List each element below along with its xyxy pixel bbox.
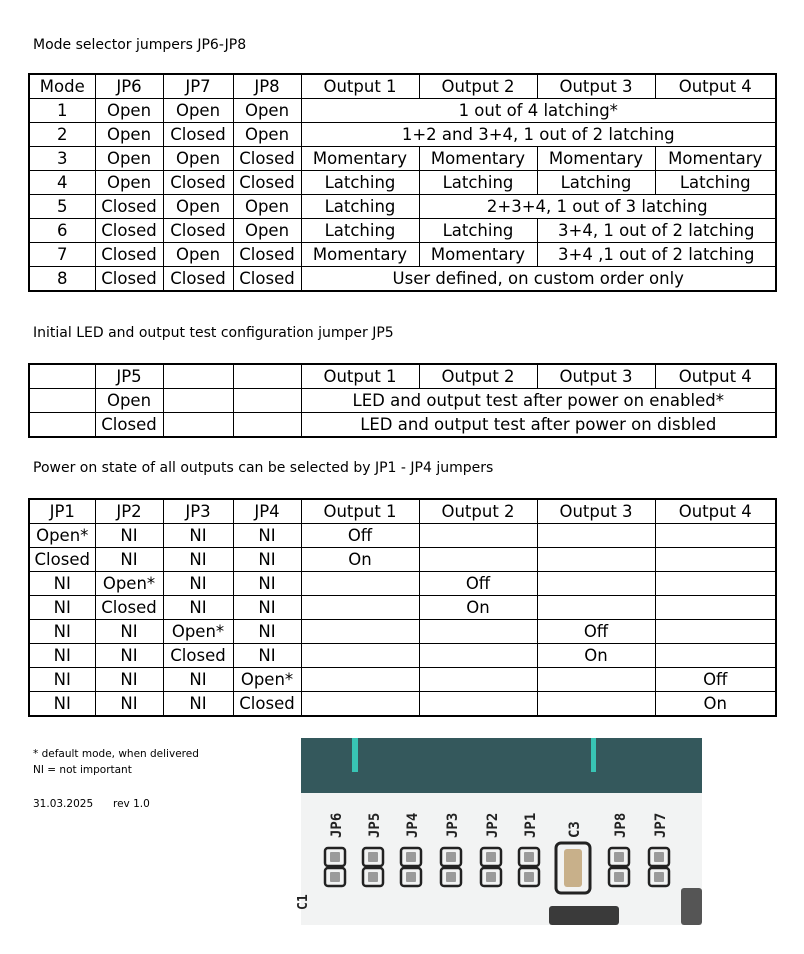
jp7-cell: Closed	[163, 171, 233, 195]
header-cell	[163, 364, 233, 389]
jumper-pad-metal	[446, 872, 456, 882]
jumper-label: JP8	[613, 812, 629, 838]
jp4-cell: Open*	[233, 668, 301, 692]
jp1-cell: NI	[29, 644, 95, 668]
jumper-pad-metal	[446, 852, 456, 862]
empty-cell	[163, 389, 233, 413]
jumper-pad-metal	[524, 852, 534, 862]
outputs-merged-cell: LED and output test after power on disbled	[301, 413, 776, 438]
jumper-pad-metal	[486, 852, 496, 862]
jp3-cell: NI	[163, 596, 233, 620]
jp1-cell: Open*	[29, 524, 95, 548]
output1-cell	[301, 620, 419, 644]
empty-cell	[163, 413, 233, 438]
jumper-pad-metal	[524, 872, 534, 882]
output2-cell: Momentary	[419, 243, 537, 267]
jumper-label: JP5	[367, 812, 383, 838]
header-cell: Output 4	[655, 74, 776, 99]
output3-cell	[537, 668, 655, 692]
empty-cell	[233, 413, 301, 438]
output1-cell: Latching	[301, 219, 419, 243]
power-section-heading: Power on state of all outputs can be selected by JP1 - JP4 jumpers	[33, 460, 494, 476]
output2-cell: On	[419, 596, 537, 620]
mode-cell: 5	[29, 195, 95, 219]
output4-cell	[655, 644, 776, 668]
jp2-cell: Open*	[95, 572, 163, 596]
header-cell: Output 3	[537, 74, 655, 99]
table-row	[29, 147, 776, 171]
jp6-cell: Closed	[95, 243, 163, 267]
output2-cell: Latching	[419, 219, 537, 243]
jp6-cell: Closed	[95, 219, 163, 243]
mode-cell: 1	[29, 99, 95, 123]
jp2-cell: NI	[95, 524, 163, 548]
header-cell: JP6	[95, 74, 163, 99]
header-cell: Output 2	[419, 499, 537, 524]
revision-label: rev 1.0	[113, 798, 150, 810]
jp1-cell: NI	[29, 596, 95, 620]
table-row	[29, 692, 776, 717]
led-section-heading: Initial LED and output test configuration jumper JP5	[33, 325, 394, 341]
jp3-cell: NI	[163, 692, 233, 717]
jp4-cell: NI	[233, 548, 301, 572]
output2-cell	[419, 644, 537, 668]
jumper-label: JP2	[485, 812, 501, 838]
jp6-cell: Open	[95, 99, 163, 123]
jp8-cell: Open	[233, 123, 301, 147]
header-cell: Output 1	[301, 74, 419, 99]
jumper-label: JP7	[653, 812, 669, 838]
jp4-cell: Closed	[233, 692, 301, 717]
jp3-cell: NI	[163, 548, 233, 572]
mode-cell: 6	[29, 219, 95, 243]
jp6-cell: Open	[95, 171, 163, 195]
jp3-cell: NI	[163, 572, 233, 596]
jp4-cell: NI	[233, 644, 301, 668]
header-cell: JP8	[233, 74, 301, 99]
jp3-cell: Closed	[163, 644, 233, 668]
jp7-cell: Open	[163, 195, 233, 219]
table-row	[29, 389, 776, 413]
output3-cell: On	[537, 644, 655, 668]
jp3-cell: NI	[163, 668, 233, 692]
jp8-cell: Closed	[233, 171, 301, 195]
output3-cell: Off	[537, 620, 655, 644]
output4-cell	[655, 596, 776, 620]
jp2-cell: Closed	[95, 596, 163, 620]
jp6-cell: Closed	[95, 195, 163, 219]
pcb-jumper-photo	[296, 738, 702, 925]
jumper-pad-metal	[330, 852, 340, 862]
pcb-illustration	[296, 738, 702, 925]
header-cell: JP2	[95, 499, 163, 524]
outputs-merged-cell: 3+4 ,1 out of 2 latching	[537, 243, 776, 267]
output3-cell: Momentary	[537, 147, 655, 171]
jp1-cell: Closed	[29, 548, 95, 572]
jumper-pad-metal	[406, 872, 416, 882]
jp8-cell: Open	[233, 99, 301, 123]
header-cell: Output 1	[301, 364, 419, 389]
jp1-cell: NI	[29, 692, 95, 717]
outputs-merged-cell: 1 out of 4 latching*	[301, 99, 776, 123]
output3-cell	[537, 548, 655, 572]
jp1-cell: NI	[29, 620, 95, 644]
empty-cell	[233, 389, 301, 413]
output1-cell: Momentary	[301, 243, 419, 267]
jp6-cell: Closed	[95, 267, 163, 292]
header-cell: Output 4	[655, 364, 776, 389]
output4-cell: Off	[655, 668, 776, 692]
power-on-state-table	[28, 498, 777, 717]
jp8-cell: Closed	[233, 267, 301, 292]
header-cell: Output 4	[655, 499, 776, 524]
jp4-cell: NI	[233, 524, 301, 548]
empty-cell	[29, 413, 95, 438]
output3-cell: Latching	[537, 171, 655, 195]
output2-cell	[419, 692, 537, 717]
jumper-pad-metal	[368, 872, 378, 882]
header-cell: JP3	[163, 499, 233, 524]
header-cell: JP7	[163, 74, 233, 99]
header-cell	[29, 364, 95, 389]
jp8-cell: Closed	[233, 243, 301, 267]
output3-cell	[537, 524, 655, 548]
output4-cell	[655, 572, 776, 596]
jp4-cell: NI	[233, 596, 301, 620]
jp7-cell: Closed	[163, 267, 233, 292]
table-row	[29, 620, 776, 644]
header-cell: Output 2	[419, 74, 537, 99]
output1-cell: Latching	[301, 195, 419, 219]
default-mode-footnote: * default mode, when delivered	[33, 748, 199, 760]
table-row	[29, 219, 776, 243]
pcb-edge-label: C1	[296, 894, 311, 910]
ni-footnote: NI = not important	[33, 764, 132, 776]
jp2-cell: NI	[95, 644, 163, 668]
jumper-label: JP4	[405, 812, 421, 838]
jp1-cell: NI	[29, 668, 95, 692]
table-header-row	[29, 499, 776, 524]
output2-cell	[419, 620, 537, 644]
outputs-merged-cell: LED and output test after power on enabled*	[301, 389, 776, 413]
jp8-cell: Closed	[233, 147, 301, 171]
outputs-merged-cell: 3+4, 1 out of 2 latching	[537, 219, 776, 243]
outputs-merged-cell: User defined, on custom order only	[301, 267, 776, 292]
mode-cell: 4	[29, 171, 95, 195]
document-date: 31.03.2025	[33, 798, 94, 810]
output1-cell	[301, 572, 419, 596]
jumper-label: JP1	[523, 812, 539, 838]
output2-cell: Off	[419, 572, 537, 596]
jp7-cell: Open	[163, 99, 233, 123]
jp2-cell: NI	[95, 668, 163, 692]
table-row	[29, 267, 776, 292]
header-cell: JP4	[233, 499, 301, 524]
table-header-row	[29, 364, 776, 389]
jp8-cell: Open	[233, 219, 301, 243]
table-row	[29, 123, 776, 147]
mode-section-heading: Mode selector jumpers JP6-JP8	[33, 37, 247, 53]
pcb-chip	[549, 906, 619, 925]
jumper-pad-metal	[614, 872, 624, 882]
output1-cell: Off	[301, 524, 419, 548]
jp1-cell: NI	[29, 572, 95, 596]
jp2-cell: NI	[95, 548, 163, 572]
header-cell: Output 2	[419, 364, 537, 389]
jumper-label: C3	[567, 821, 583, 838]
pcb-connector	[681, 888, 702, 925]
mode-selector-table	[28, 73, 777, 292]
table-row	[29, 644, 776, 668]
output2-cell	[419, 548, 537, 572]
mode-cell: 2	[29, 123, 95, 147]
table-header-row	[29, 74, 776, 99]
output4-cell: On	[655, 692, 776, 717]
output4-cell: Latching	[655, 171, 776, 195]
outputs-merged-cell: 2+3+4, 1 out of 3 latching	[419, 195, 776, 219]
output4-cell: Momentary	[655, 147, 776, 171]
output1-cell: Latching	[301, 171, 419, 195]
output1-cell: Momentary	[301, 147, 419, 171]
jp5-cell: Open	[95, 389, 163, 413]
jp7-cell: Open	[163, 147, 233, 171]
jumper-pad-metal	[486, 872, 496, 882]
jp4-cell: NI	[233, 572, 301, 596]
jumper-pad-metal	[330, 872, 340, 882]
output1-cell: On	[301, 548, 419, 572]
table-row	[29, 668, 776, 692]
header-cell: JP5	[95, 364, 163, 389]
mode-cell: 8	[29, 267, 95, 292]
output2-cell	[419, 668, 537, 692]
jp3-cell: Open*	[163, 620, 233, 644]
table-row	[29, 171, 776, 195]
pcb-trace	[591, 738, 596, 772]
output2-cell: Momentary	[419, 147, 537, 171]
output1-cell	[301, 644, 419, 668]
header-cell: JP1	[29, 499, 95, 524]
jumper-pad-metal	[654, 872, 664, 882]
jp6-cell: Open	[95, 123, 163, 147]
output3-cell	[537, 692, 655, 717]
jumper-label: JP3	[445, 812, 461, 838]
jumper-pad-metal	[614, 852, 624, 862]
header-cell: Output 3	[537, 364, 655, 389]
jp6-cell: Open	[95, 147, 163, 171]
jp4-cell: NI	[233, 620, 301, 644]
table-row	[29, 195, 776, 219]
output2-cell	[419, 524, 537, 548]
pcb-top-strip	[301, 738, 702, 793]
jumper-pad-metal	[654, 852, 664, 862]
table-row	[29, 243, 776, 267]
table-row	[29, 572, 776, 596]
output1-cell	[301, 692, 419, 717]
jp3-cell: NI	[163, 524, 233, 548]
output4-cell	[655, 548, 776, 572]
table-row	[29, 524, 776, 548]
jp2-cell: NI	[95, 620, 163, 644]
output4-cell	[655, 620, 776, 644]
jumper-pad-metal	[406, 852, 416, 862]
mode-cell: 3	[29, 147, 95, 171]
output3-cell	[537, 572, 655, 596]
output3-cell	[537, 596, 655, 620]
header-cell: Output 1	[301, 499, 419, 524]
output1-cell	[301, 596, 419, 620]
jp7-cell: Closed	[163, 219, 233, 243]
table-row	[29, 596, 776, 620]
jp5-cell: Closed	[95, 413, 163, 438]
header-cell: Mode	[29, 74, 95, 99]
header-cell	[233, 364, 301, 389]
table-row	[29, 413, 776, 438]
outputs-merged-cell: 1+2 and 3+4, 1 out of 2 latching	[301, 123, 776, 147]
jp7-cell: Closed	[163, 123, 233, 147]
table-row	[29, 548, 776, 572]
empty-cell	[29, 389, 95, 413]
jp8-cell: Open	[233, 195, 301, 219]
output1-cell	[301, 668, 419, 692]
jumper-label: JP6	[329, 812, 345, 838]
output4-cell	[655, 524, 776, 548]
jumper-pad-metal	[368, 852, 378, 862]
pcb-trace	[352, 738, 358, 772]
led-test-table	[28, 363, 777, 438]
mode-cell: 7	[29, 243, 95, 267]
table-row	[29, 99, 776, 123]
header-cell: Output 3	[537, 499, 655, 524]
output2-cell: Latching	[419, 171, 537, 195]
jp2-cell: NI	[95, 692, 163, 717]
jp7-cell: Open	[163, 243, 233, 267]
capacitor-body	[564, 849, 582, 887]
